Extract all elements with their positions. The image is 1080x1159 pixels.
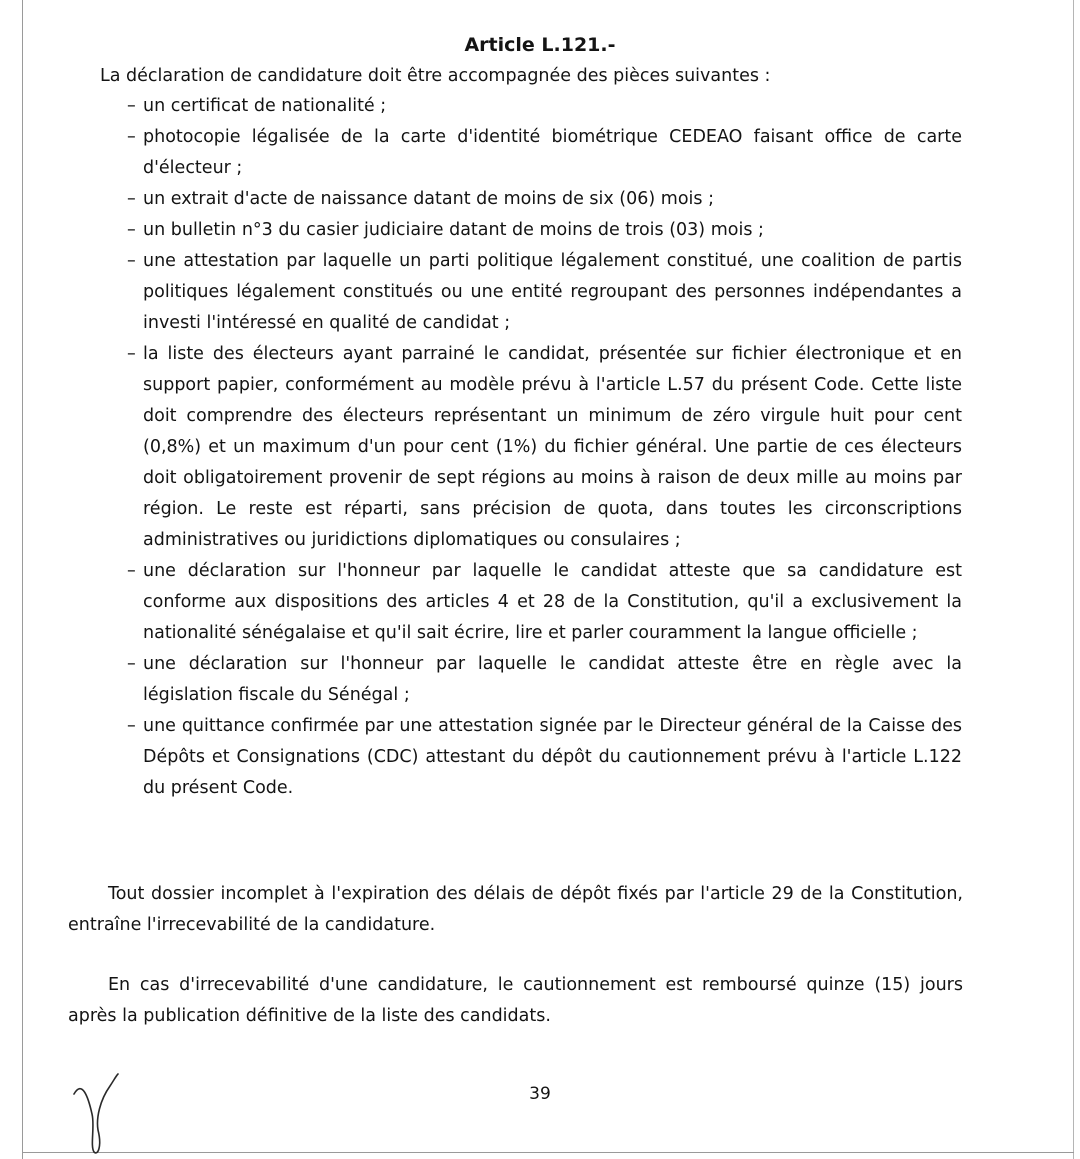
list-dash: –: [127, 189, 136, 209]
list-item-text: photocopie légalisée de la carte d'identité biométrique CEDEAO faisant office de carte d'électeur ;: [143, 127, 962, 178]
list-item: [127, 556, 962, 649]
list-dash: –: [127, 716, 136, 736]
required-documents-list: [127, 91, 962, 804]
incomplete-file-paragraph: Tout dossier incomplet à l'expiration des délais de dépôt fixés par l'article 29 de la Constitution, entraîne l'irrecevabilité de la candidature.: [68, 884, 963, 935]
list-item: [127, 215, 962, 246]
page-number: 39: [529, 1084, 551, 1104]
list-dash: –: [127, 251, 136, 271]
list-item-text: un extrait d'acte de naissance datant de moins de six (06) mois ;: [143, 189, 714, 209]
scan-right-edge: [1073, 0, 1074, 1159]
article-intro: La déclaration de candidature doit être accompagnée des pièces suivantes :: [100, 66, 771, 86]
list-dash: –: [127, 561, 136, 581]
list-dash: –: [127, 127, 136, 147]
scan-bottom-edge: [22, 1152, 1074, 1153]
list-dash: –: [127, 654, 136, 674]
list-item: [127, 649, 962, 711]
handwritten-initial: [70, 1066, 130, 1156]
list-item-text: un bulletin n°3 du casier judiciaire datant de moins de trois (03) mois ;: [143, 220, 764, 240]
list-item: [127, 339, 962, 556]
scan-left-edge: [22, 0, 23, 1159]
refund-paragraph: En cas d'irrecevabilité d'une candidature, le cautionnement est remboursé quinze (15) jours après la publication définitive de la liste des candidats.: [68, 975, 963, 1026]
list-item: [127, 711, 962, 804]
list-dash: –: [127, 220, 136, 240]
list-item-text: la liste des électeurs ayant parrainé le candidat, présentée sur fichier électronique et en support papier, conformément au modèle prévu à l'article L.57 du présent Code. Cette liste doit comprendre des électeurs représentant un minimum de zéro virgule huit pour cent (0,8%) et un maximum d'un pour cent (1%) du fichier général. Une partie de ces électeurs doit obligatoirement provenir de sept régions au moins à raison de deux mille au moins par région. Le reste est réparti, sans précision de quota, dans toutes les circonscriptions administratives ou juridictions diplomatiques ou consulaires ;: [143, 344, 962, 550]
list-item-text: un certificat de nationalité ;: [143, 96, 387, 116]
list-item-text: une déclaration sur l'honneur par laquelle le candidat atteste être en règle avec la législation fiscale du Sénégal ;: [143, 654, 962, 705]
list-dash: –: [127, 96, 136, 116]
article-title: Article L.121.-: [464, 34, 616, 56]
list-item: [127, 184, 962, 215]
list-item-text: une quittance confirmée par une attestation signée par le Directeur général de la Caisse des Dépôts et Consignations (CDC) attestant du dépôt du cautionnement prévu à l'article L.122 du présent Code.: [143, 716, 962, 798]
list-item-text: une attestation par laquelle un parti politique légalement constitué, une coalition de partis politiques légalement constitués ou une entité regroupant des personnes indépendantes a investi l'intéressé en qualité de candidat ;: [143, 251, 962, 333]
list-item: [127, 91, 962, 122]
list-item-text: une déclaration sur l'honneur par laquelle le candidat atteste que sa candidature est conforme aux dispositions des articles 4 et 28 de la Constitution, qu'il a exclusivement la nationalité sénégalaise et qu'il sait écrire, lire et parler couramment la langue officielle ;: [143, 561, 962, 643]
list-item: [127, 246, 962, 339]
list-item: [127, 122, 962, 184]
list-dash: –: [127, 344, 136, 364]
